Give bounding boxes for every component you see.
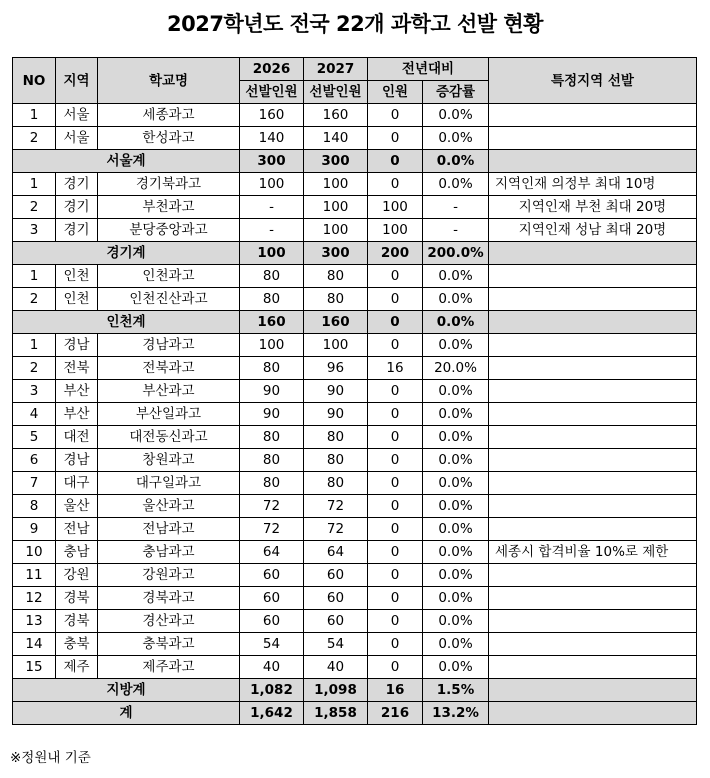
row-change-count: 0	[368, 610, 423, 633]
row-school: 전북과고	[98, 357, 240, 380]
row-school: 인천진산과고	[98, 288, 240, 311]
row-quota-2027: 100	[304, 219, 368, 242]
row-quota-2027: 90	[304, 380, 368, 403]
row-change-rate: 0.0%	[423, 587, 489, 610]
row-change-rate: 0.0%	[423, 449, 489, 472]
row-special-note	[489, 449, 697, 472]
row-quota-2027: 80	[304, 426, 368, 449]
row-region: 경남	[56, 449, 98, 472]
row-quota-2026: 90	[240, 380, 304, 403]
row-no: 1	[13, 104, 56, 127]
row-special-note: 지역인재 부천 최대 20명	[489, 196, 697, 219]
row-no: 1	[13, 265, 56, 288]
row-change-rate: 0.0%	[423, 403, 489, 426]
row-school: 제주과고	[98, 656, 240, 679]
table-row	[13, 219, 697, 242]
row-no: 11	[13, 564, 56, 587]
row-change-count: 100	[368, 196, 423, 219]
row-quota-2027: 96	[304, 357, 368, 380]
row-change-count: 0	[368, 265, 423, 288]
row-quota-2027: 90	[304, 403, 368, 426]
row-school: 부산일과고	[98, 403, 240, 426]
row-region: 경남	[56, 334, 98, 357]
row-special-note: 지역인재 의정부 최대 10명	[489, 173, 697, 196]
row-special-note: 세종시 합격비율 10%로 제한	[489, 541, 697, 564]
table-body	[13, 104, 697, 725]
subtotal-quota-2026: 100	[240, 242, 304, 265]
row-special-note	[489, 518, 697, 541]
table-row	[13, 495, 697, 518]
row-special-note	[489, 127, 697, 150]
row-change-rate: 0.0%	[423, 541, 489, 564]
row-change-rate: 0.0%	[423, 610, 489, 633]
row-region: 서울	[56, 127, 98, 150]
row-special-note	[489, 587, 697, 610]
row-school: 경산과고	[98, 610, 240, 633]
table-row	[13, 426, 697, 449]
row-no: 14	[13, 633, 56, 656]
row-change-rate: 0.0%	[423, 633, 489, 656]
row-quota-2026: 64	[240, 541, 304, 564]
row-quota-2026: 72	[240, 518, 304, 541]
table-row	[13, 288, 697, 311]
table-row	[13, 334, 697, 357]
row-quota-2026: 100	[240, 334, 304, 357]
row-special-note	[489, 610, 697, 633]
subtotal-row	[13, 311, 697, 334]
row-school: 인천과고	[98, 265, 240, 288]
table-header	[13, 58, 697, 104]
row-school: 대구일과고	[98, 472, 240, 495]
row-change-count: 0	[368, 633, 423, 656]
total-row	[13, 702, 697, 725]
row-quota-2026: -	[240, 219, 304, 242]
row-quota-2027: 72	[304, 518, 368, 541]
subtotal-quota-2027: 1,098	[304, 679, 368, 702]
subtotal-label: 인천계	[13, 311, 240, 334]
row-change-count: 0	[368, 541, 423, 564]
row-quota-2027: 72	[304, 495, 368, 518]
table-row	[13, 357, 697, 380]
row-change-rate: 0.0%	[423, 495, 489, 518]
row-special-note	[489, 403, 697, 426]
row-region: 인천	[56, 288, 98, 311]
row-quota-2027: 100	[304, 334, 368, 357]
row-quota-2026: 60	[240, 610, 304, 633]
row-no: 7	[13, 472, 56, 495]
row-school: 한성과고	[98, 127, 240, 150]
header-2027: 2027	[304, 58, 368, 81]
table-row	[13, 265, 697, 288]
header-quota-2027: 선발인원	[304, 81, 368, 104]
row-region: 서울	[56, 104, 98, 127]
row-school: 부산과고	[98, 380, 240, 403]
row-special-note: 지역인재 성남 최대 20명	[489, 219, 697, 242]
header-school: 학교명	[98, 58, 240, 104]
row-change-count: 0	[368, 587, 423, 610]
table-row	[13, 656, 697, 679]
row-change-count: 0	[368, 426, 423, 449]
row-school: 강원과고	[98, 564, 240, 587]
subtotal-change-rate: 0.0%	[423, 311, 489, 334]
total-quota-2026: 1,642	[240, 702, 304, 725]
row-special-note	[489, 564, 697, 587]
selection-table	[12, 57, 697, 725]
row-region: 부산	[56, 380, 98, 403]
subtotal-row	[13, 242, 697, 265]
row-quota-2027: 140	[304, 127, 368, 150]
total-label: 계	[13, 702, 240, 725]
header-special: 특정지역 선발	[489, 58, 697, 104]
row-quota-2027: 54	[304, 633, 368, 656]
row-school: 부천과고	[98, 196, 240, 219]
table-row	[13, 518, 697, 541]
row-quota-2027: 80	[304, 472, 368, 495]
row-quota-2026: 40	[240, 656, 304, 679]
row-no: 13	[13, 610, 56, 633]
header-compare: 전년대비	[368, 58, 489, 81]
row-no: 2	[13, 196, 56, 219]
row-change-rate: 0.0%	[423, 265, 489, 288]
table-row	[13, 472, 697, 495]
row-change-rate: 0.0%	[423, 426, 489, 449]
row-change-count: 0	[368, 127, 423, 150]
row-no: 3	[13, 219, 56, 242]
row-quota-2026: 54	[240, 633, 304, 656]
row-school: 창원과고	[98, 449, 240, 472]
row-school: 충북과고	[98, 633, 240, 656]
row-no: 2	[13, 127, 56, 150]
subtotal-change-count: 200	[368, 242, 423, 265]
row-region: 충남	[56, 541, 98, 564]
row-quota-2027: 60	[304, 610, 368, 633]
row-change-rate: 0.0%	[423, 104, 489, 127]
row-no: 2	[13, 357, 56, 380]
subtotal-quota-2026: 1,082	[240, 679, 304, 702]
row-quota-2026: 80	[240, 357, 304, 380]
row-no: 5	[13, 426, 56, 449]
row-region: 전남	[56, 518, 98, 541]
row-special-note	[489, 426, 697, 449]
row-change-count: 0	[368, 518, 423, 541]
header-quota-2026: 선발인원	[240, 81, 304, 104]
row-quota-2027: 160	[304, 104, 368, 127]
subtotal-change-rate: 1.5%	[423, 679, 489, 702]
row-change-count: 0	[368, 288, 423, 311]
row-special-note	[489, 380, 697, 403]
row-no: 8	[13, 495, 56, 518]
table-row	[13, 196, 697, 219]
row-quota-2026: 80	[240, 265, 304, 288]
table-row	[13, 633, 697, 656]
row-change-rate: 20.0%	[423, 357, 489, 380]
row-change-rate: -	[423, 219, 489, 242]
subtotal-blank	[489, 150, 697, 173]
subtotal-quota-2027: 300	[304, 150, 368, 173]
header-region: 지역	[56, 58, 98, 104]
row-special-note	[489, 357, 697, 380]
row-change-count: 0	[368, 564, 423, 587]
subtotal-quota-2027: 300	[304, 242, 368, 265]
row-quota-2027: 80	[304, 449, 368, 472]
row-quota-2026: 80	[240, 426, 304, 449]
row-region: 충북	[56, 633, 98, 656]
table-row	[13, 541, 697, 564]
row-change-count: 0	[368, 495, 423, 518]
subtotal-row	[13, 679, 697, 702]
header-no: NO	[13, 58, 56, 104]
row-special-note	[489, 472, 697, 495]
page-title: 2027학년도 전국 22개 과학고 선발 현황	[167, 12, 543, 36]
row-school: 세종과고	[98, 104, 240, 127]
row-change-count: 0	[368, 334, 423, 357]
subtotal-blank	[489, 679, 697, 702]
table-row	[13, 104, 697, 127]
row-quota-2027: 60	[304, 564, 368, 587]
row-quota-2026: 100	[240, 173, 304, 196]
subtotal-quota-2027: 160	[304, 311, 368, 334]
table-row	[13, 610, 697, 633]
subtotal-quota-2026: 160	[240, 311, 304, 334]
table-row	[13, 173, 697, 196]
subtotal-label: 서울계	[13, 150, 240, 173]
row-quota-2026: 140	[240, 127, 304, 150]
row-region: 경기	[56, 173, 98, 196]
row-change-count: 16	[368, 357, 423, 380]
row-school: 충남과고	[98, 541, 240, 564]
row-region: 제주	[56, 656, 98, 679]
row-region: 대전	[56, 426, 98, 449]
row-no: 1	[13, 173, 56, 196]
subtotal-change-count: 16	[368, 679, 423, 702]
row-school: 전남과고	[98, 518, 240, 541]
row-change-count: 0	[368, 104, 423, 127]
row-quota-2026: 72	[240, 495, 304, 518]
row-special-note	[489, 265, 697, 288]
row-change-rate: 0.0%	[423, 127, 489, 150]
row-change-rate: 0.0%	[423, 380, 489, 403]
row-region: 경북	[56, 587, 98, 610]
total-blank	[489, 702, 697, 725]
subtotal-change-count: 0	[368, 150, 423, 173]
header-2026: 2026	[240, 58, 304, 81]
row-quota-2027: 100	[304, 173, 368, 196]
table-row	[13, 127, 697, 150]
subtotal-row	[13, 150, 697, 173]
row-quota-2026: 160	[240, 104, 304, 127]
row-quota-2026: -	[240, 196, 304, 219]
header-rate: 증감률	[423, 81, 489, 104]
row-quota-2026: 80	[240, 449, 304, 472]
row-school: 경북과고	[98, 587, 240, 610]
row-quota-2027: 80	[304, 265, 368, 288]
row-region: 울산	[56, 495, 98, 518]
row-no: 4	[13, 403, 56, 426]
row-special-note	[489, 288, 697, 311]
row-quota-2027: 40	[304, 656, 368, 679]
row-quota-2027: 100	[304, 196, 368, 219]
table-row	[13, 564, 697, 587]
row-change-count: 0	[368, 472, 423, 495]
row-region: 전북	[56, 357, 98, 380]
table-row	[13, 380, 697, 403]
row-special-note	[489, 104, 697, 127]
row-quota-2026: 80	[240, 288, 304, 311]
row-change-count: 0	[368, 449, 423, 472]
row-quota-2027: 60	[304, 587, 368, 610]
row-change-rate: 0.0%	[423, 472, 489, 495]
row-quota-2026: 80	[240, 472, 304, 495]
subtotal-change-count: 0	[368, 311, 423, 334]
row-no: 1	[13, 334, 56, 357]
row-no: 6	[13, 449, 56, 472]
row-no: 12	[13, 587, 56, 610]
row-no: 3	[13, 380, 56, 403]
row-school: 대전동신과고	[98, 426, 240, 449]
row-region: 경기	[56, 196, 98, 219]
row-school: 경기북과고	[98, 173, 240, 196]
table-row	[13, 403, 697, 426]
row-change-rate: 0.0%	[423, 656, 489, 679]
row-change-count: 0	[368, 380, 423, 403]
row-change-count: 0	[368, 403, 423, 426]
subtotal-label: 지방계	[13, 679, 240, 702]
row-quota-2026: 90	[240, 403, 304, 426]
row-change-rate: 0.0%	[423, 518, 489, 541]
table-row	[13, 587, 697, 610]
row-special-note	[489, 633, 697, 656]
row-change-count: 100	[368, 219, 423, 242]
total-change-rate: 13.2%	[423, 702, 489, 725]
row-region: 강원	[56, 564, 98, 587]
row-school: 경남과고	[98, 334, 240, 357]
row-special-note	[489, 495, 697, 518]
total-quota-2027: 1,858	[304, 702, 368, 725]
row-special-note	[489, 334, 697, 357]
row-region: 부산	[56, 403, 98, 426]
footnote: ※정원내 기준	[10, 750, 91, 766]
row-region: 경기	[56, 219, 98, 242]
row-region: 대구	[56, 472, 98, 495]
row-change-rate: 0.0%	[423, 334, 489, 357]
row-quota-2027: 64	[304, 541, 368, 564]
row-school: 분당중앙과고	[98, 219, 240, 242]
header-count: 인원	[368, 81, 423, 104]
row-change-rate: -	[423, 196, 489, 219]
row-special-note	[489, 656, 697, 679]
subtotal-quota-2026: 300	[240, 150, 304, 173]
subtotal-blank	[489, 242, 697, 265]
row-quota-2026: 60	[240, 587, 304, 610]
row-no: 15	[13, 656, 56, 679]
row-region: 인천	[56, 265, 98, 288]
row-change-count: 0	[368, 173, 423, 196]
table-row	[13, 449, 697, 472]
row-no: 10	[13, 541, 56, 564]
subtotal-blank	[489, 311, 697, 334]
subtotal-change-rate: 0.0%	[423, 150, 489, 173]
row-region: 경북	[56, 610, 98, 633]
row-change-rate: 0.0%	[423, 173, 489, 196]
subtotal-change-rate: 200.0%	[423, 242, 489, 265]
row-change-count: 0	[368, 656, 423, 679]
total-change-count: 216	[368, 702, 423, 725]
row-change-rate: 0.0%	[423, 288, 489, 311]
row-no: 2	[13, 288, 56, 311]
row-quota-2026: 60	[240, 564, 304, 587]
row-no: 9	[13, 518, 56, 541]
row-quota-2027: 80	[304, 288, 368, 311]
row-change-rate: 0.0%	[423, 564, 489, 587]
row-school: 울산과고	[98, 495, 240, 518]
subtotal-label: 경기계	[13, 242, 240, 265]
